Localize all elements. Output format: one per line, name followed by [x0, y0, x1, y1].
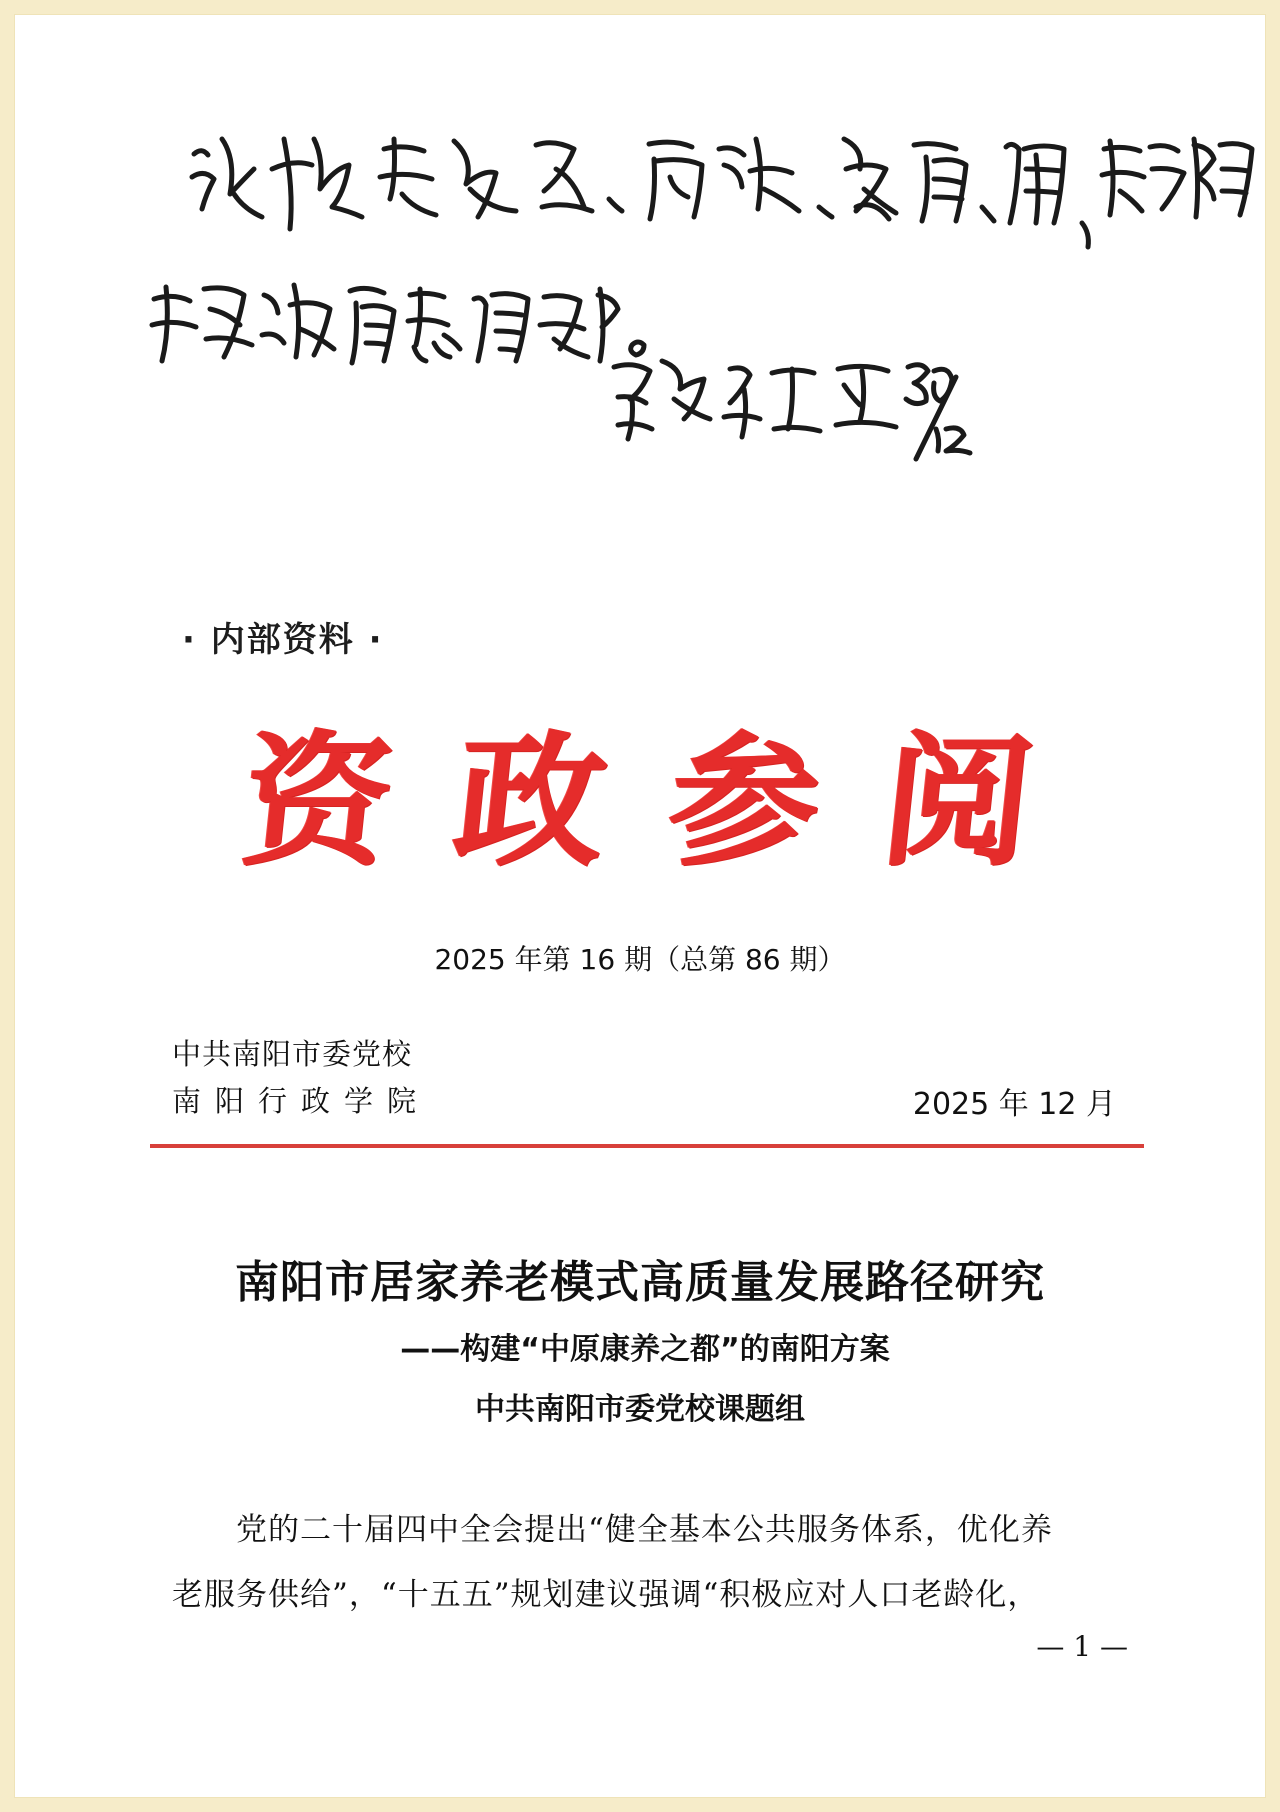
internal-document-label: · 内部资料 · — [182, 620, 384, 660]
masthead-char: 资 — [233, 717, 402, 886]
masthead-title — [233, 694, 1042, 886]
masthead-char: 参 — [660, 717, 829, 886]
article-subtitle: ——构建“中原康养之都”的南阳方案 — [400, 1332, 890, 1367]
masthead-char: 阅 — [873, 717, 1042, 886]
handwritten-annotation — [144, 99, 1264, 459]
masthead-char: 政 — [447, 717, 615, 886]
handwriting-strokes — [144, 99, 1264, 459]
document-page — [14, 14, 1266, 1798]
article-title: 南阳市居家养老模式高质量发展路径研究 — [235, 1257, 1045, 1308]
publication-date: 2025 年 12 月 — [912, 1087, 1116, 1122]
page-number: — 1 — — [1036, 1630, 1128, 1663]
body-text-line: 老服务供给”，“十五五”规划建议强调“积极应对人口老龄化， — [172, 1577, 1040, 1613]
article-author: 中共南阳市委党校课题组 — [475, 1392, 805, 1427]
body-text-line: 党的二十届四中全会提出“健全基本公共服务体系，优化养 — [236, 1512, 1053, 1548]
issuing-organization-line2: 南阳行政学院 — [172, 1084, 431, 1118]
red-divider-rule — [150, 1144, 1144, 1148]
issue-number: 2025 年第 16 期（总第 86 期） — [434, 943, 846, 976]
issuing-organization-line1: 中共南阳市委党校 — [172, 1037, 413, 1071]
